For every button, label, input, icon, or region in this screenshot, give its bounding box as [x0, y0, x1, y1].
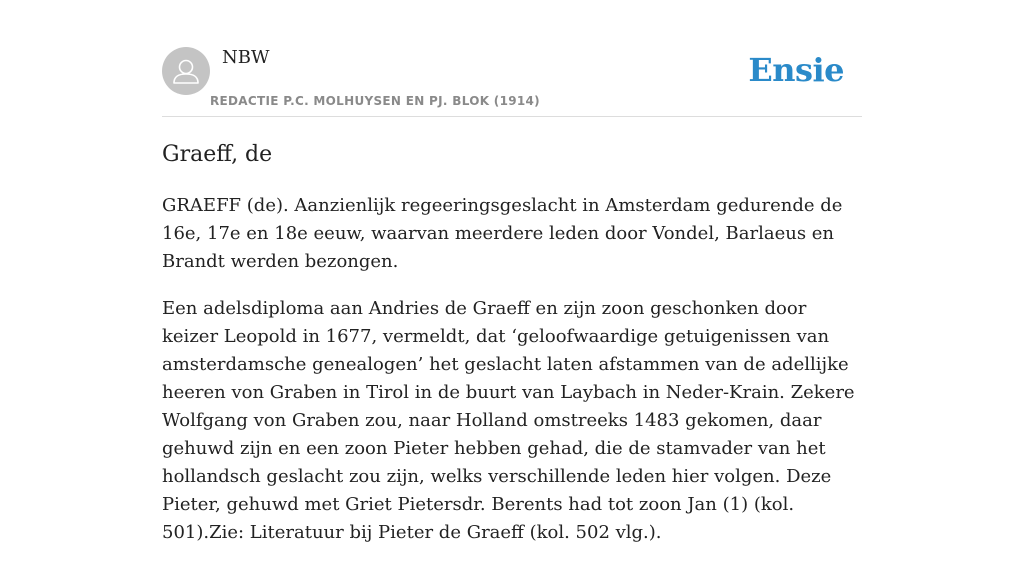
- user-icon: [162, 47, 210, 95]
- article-paragraph: Een adelsdiploma aan Andries de Graeff en zijn zoon geschonken door keizer Leopold in 1677, vermeldt, dat ‘geloofwaardige getuigenissen van amsterdamsche genealogen’ het geslacht laten afstammen van de adellijke heeren von Graben in Tirol in de buurt van Laybach in Neder-Krain. Zekere Wolfgang von Graben zou, naar Holland omstreeks 1483 gekomen, daar gehuwd zijn en een zoon Pieter hebben gehad, die de stamvader van het hollandsch geslacht zou zijn, welks verschillende leden hier volgen. Deze Pieter, gehuwd met Griet Pietersdr. Berents had tot zoon Jan (1) (kol. 501).Zie: Literatuur bij Pieter de Graeff (kol. 502 vlg.).: [162, 298, 855, 543]
- editor-byline: REDACTIE P.C. MOLHUYSEN EN PJ. BLOK (1914): [210, 94, 540, 108]
- ensie-logo[interactable]: Ensie: [748, 51, 844, 89]
- article-body: [162, 192, 862, 566]
- author-avatar[interactable]: [162, 47, 210, 95]
- article-paragraph: GRAEFF (de). Aanzienlijk regeeringsgeslacht in Amsterdam gedurende de 16e, 17e en 18e eeuw, waarvan meerdere leden door Vondel, Barlaeus en Brandt werden bezongen.: [162, 195, 843, 272]
- author-name[interactable]: NBW: [222, 47, 270, 68]
- article-title: Graeff, de: [162, 142, 273, 167]
- page-header: [162, 0, 862, 117]
